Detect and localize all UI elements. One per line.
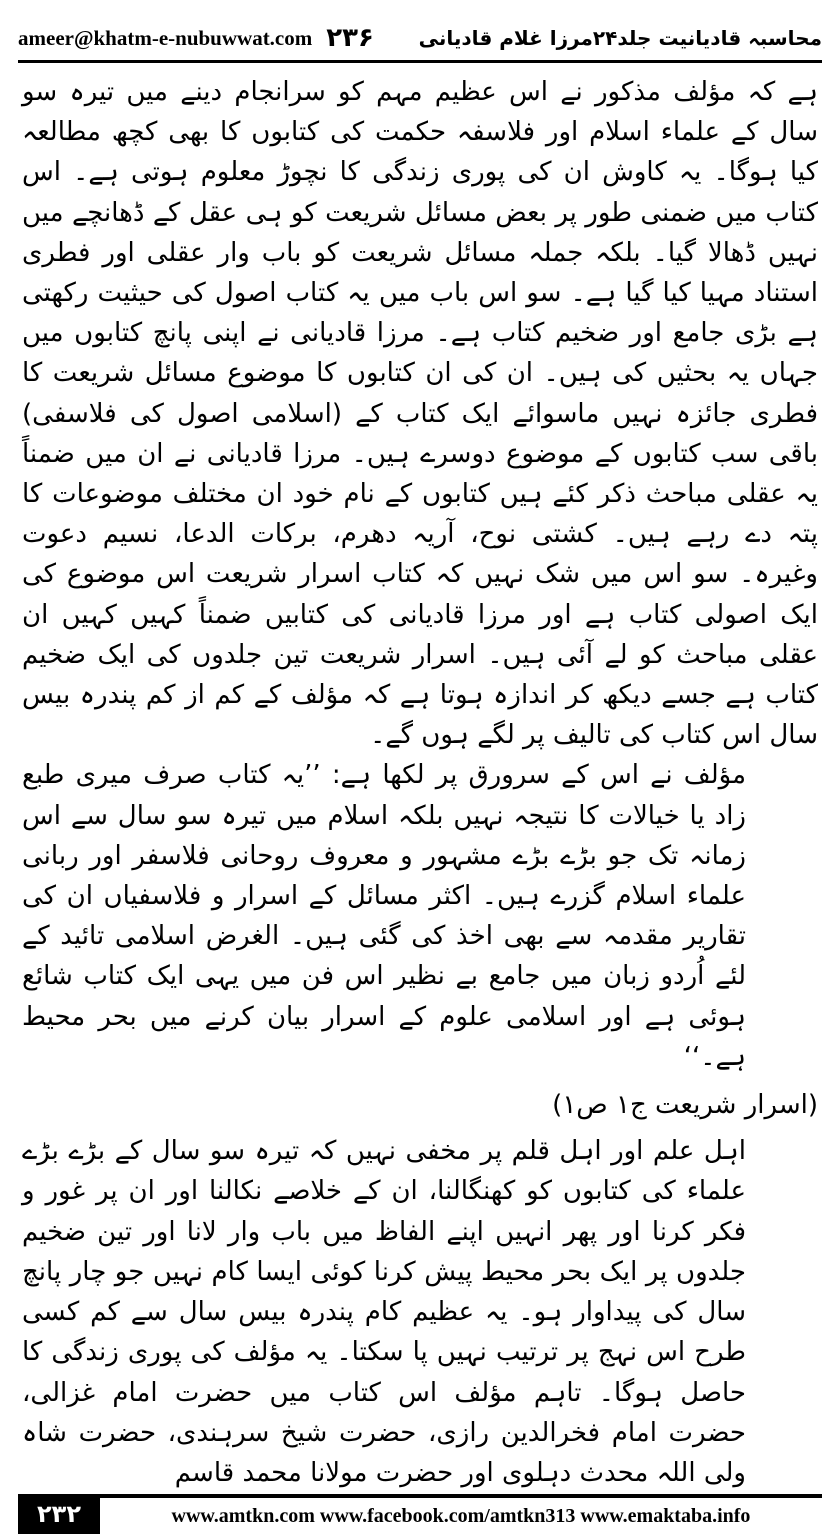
page-header bbox=[18, 18, 822, 58]
header-page-number: ۲۳۶ bbox=[326, 23, 374, 53]
header-email[interactable]: ameer@khatm-e-nubuwwat.com bbox=[18, 25, 313, 50]
footer-urls[interactable]: www.amtkn.com www.facebook.com/amtkn313 www.emaktaba.info bbox=[171, 1504, 751, 1527]
body-paragraph-3: اہل علم اور اہل قلم پر مخفی نہیں کہ تیرہ سو سال کے بڑے بڑے علماء کی کتابوں کو کھنگالنا، ان کے خلاصے نکالنا اور ان پر غور و فکر کرنا اور پھر انہیں اپنے الفاظ میں باب وار لانا اور تین ضخیم جلدوں پر ایک بحر محیط پیش کرنا کوئی ایسا کام نہیں جو چار پانچ سال کی پیداوار ہو۔ یہ عظیم کام پندرہ بیس سال سے کم کسی طرح اس نہج پر ترتیب نہیں پا سکتا۔ یہ مؤلف کی پوری زندگی کا حاصل ہوگا۔ تاہم مؤلف اس کتاب میں حضرت امام غزالی، حضرت امام فخرالدین رازی، حضرت شیخ سرہندی، حضرت شاہ ولی اللہ محدث دہلوی اور حضرت مولانا محمد قاسم bbox=[22, 1136, 746, 1488]
body-paragraph-1: ہے کہ مؤلف مذکور نے اس عظیم مہم کو سرانجام دینے میں تیرہ سو سال کے علماء اسلام اور فلاسفہ حکمت کی کتابوں کا بھی کچھ مطالعہ کیا ہوگا۔ یہ کاوش ان کی پوری زندگی کا نچوڑ معلوم ہوتی ہے۔ اس کتاب میں ضمنی طور پر بعض مسائل شریعت کو ہی عقل کے ڈھانچے میں نہیں ڈھالا گیا۔ بلکہ جملہ مسائل شریعت کو باب وار عقلی اور فطری استناد مہیا کیا گیا ہے۔ سو اس باب میں یہ کتاب اصول کی حیثیت رکھتی ہے بڑی جامع اور ضخیم کتاب ہے۔ مرزا قادیانی نے اپنی پانچ کتابوں میں جہاں یہ بحثیں کی ہیں۔ ان کی ان کتابوں کا موضوع مسائل شریعت کا فطری جائزہ نہیں ماسوائے ایک کتاب کے (اسلامی اصول کی فلاسفی) باقی سب کتابوں کے موضوع دوسرے ہیں۔ مرزا قادیانی نے ان میں ضمناً یہ عقلی مباحث ذکر کئے ہیں کتابوں کے نام خود ان مختلف موضوعات کا پتہ دے رہے ہیں۔ کشتی نوح، آریہ دھرم، برکات الدعا، نسیم دعوت وغیرہ۔ سو اس میں شک نہیں کہ کتاب اسرار شریعت اس موضوع کی ایک اصولی کتاب ہے اور مرزا قادیانی کی کتابیں ضمناً کہیں کہیں ان عقلی مباحث کو لے آئی ہیں۔ اسرار شریعت تین جلدوں کی ایک ضخیم کتاب ہے جسے دیکھ کر اندازہ ہوتا ہے کہ مؤلف کے کم از کم پندرہ بیس سال اس کتاب کی تالیف پر لگے ہوں گے۔ bbox=[22, 77, 818, 751]
page-body bbox=[22, 72, 818, 1493]
body-paragraph-quote: مؤلف نے اس کے سرورق پر لکھا ہے: ’’یہ کتاب صرف میری طبع زاد یا خیالات کا نتیجہ نہیں بلکہ اسلام میں تیرہ سو سال سے اس زمانہ تک جو بڑے بڑے مشہور و معروف روحانی فلاسفر اور ربانی علماء اسلام گزرے ہیں۔ اکثر مسائل کے اسرار و فلاسفیاں ان کی تقاریر مقدمہ سے بھی اخذ کی گئی ہیں۔ الغرض اسلامی تائید کے لئے اُردو زبان میں جامع بے نظیر اس فن میں یہی ایک کتاب شائع ہوئی ہے اور اسلامی علوم کے اسرار بیان کرنے میں بحر محیط ہے۔‘‘ bbox=[22, 760, 746, 1072]
citation: (اسرار شریعت ج۱ ص۱) bbox=[552, 1090, 818, 1121]
header-rule bbox=[18, 60, 822, 63]
header-left-group bbox=[18, 23, 374, 53]
page-footer bbox=[18, 1494, 822, 1534]
header-book-title: محاسبہ قادیانیت جلد۲۴مرزا غلام قادیانی bbox=[418, 26, 822, 50]
footer-page-number: ۲۳۲ bbox=[18, 1494, 100, 1534]
footer-line bbox=[100, 1494, 822, 1534]
